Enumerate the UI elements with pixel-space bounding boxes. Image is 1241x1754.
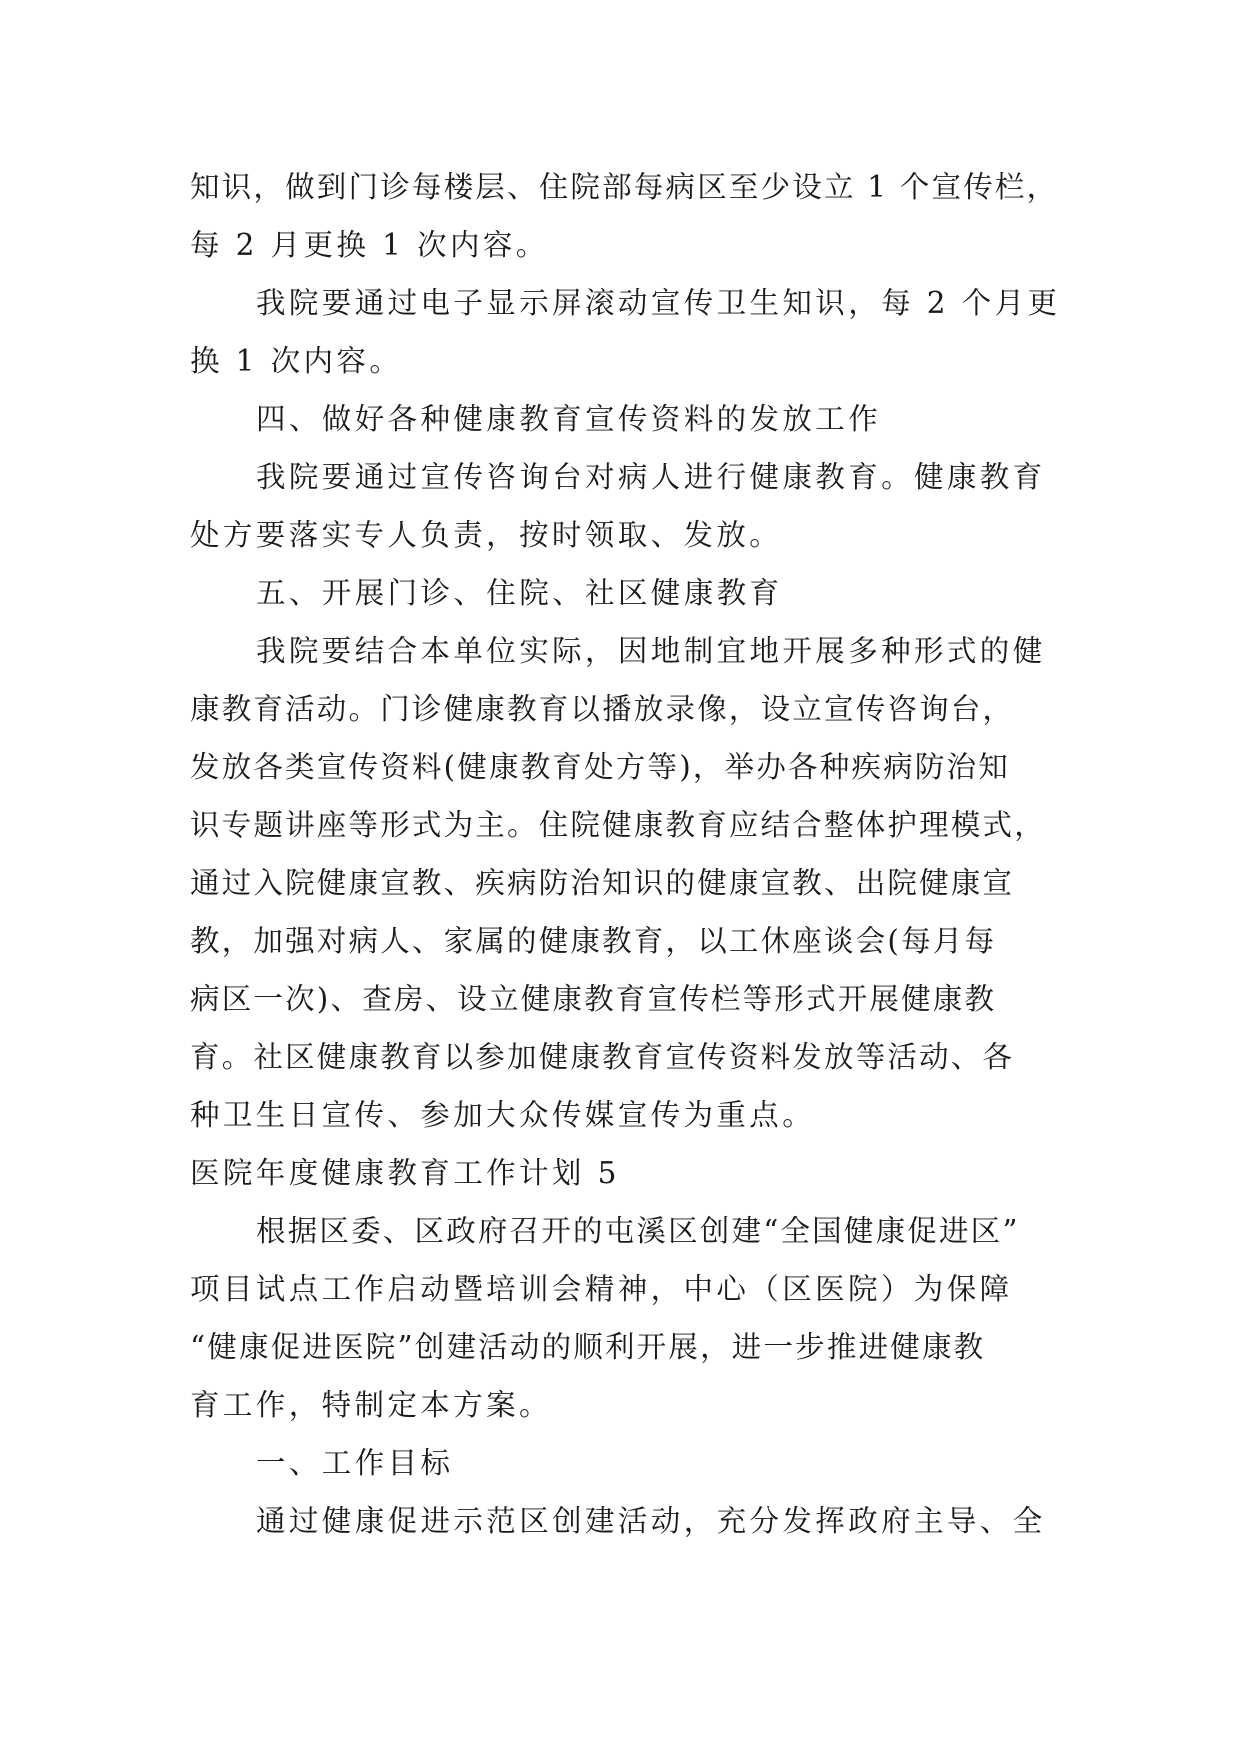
- text-line: 项目试点工作启动暨培训会精神，中心（区医院）为保障: [190, 1272, 1013, 1306]
- text-line: 处方要落实专人负责，按时领取、发放。: [190, 518, 783, 552]
- text-line: 通过健康促进示范区创建活动，充分发挥政府主导、全: [256, 1504, 1046, 1538]
- text-line: 种卫生日宣传、参加大众传媒宣传为重点。: [190, 1098, 816, 1132]
- text-line: 每 2 月更换 1 次内容。: [190, 228, 549, 262]
- text-line: 发放各类宣传资料(健康教育处方等)，举办各种疾病防治知: [190, 750, 1010, 784]
- document-title: 医院年度健康教育工作计划 5: [190, 1156, 620, 1190]
- text-line: 识专题讲座等形式为主。住院健康教育应结合整体护理模式，: [190, 808, 1046, 842]
- text-line: 根据区委、区政府召开的屯溪区创建“全国健康促进区”: [256, 1214, 1020, 1248]
- text-line: 我院要结合本单位实际，因地制宜地开展多种形式的健: [256, 634, 1046, 668]
- section-heading: 五、开展门诊、住院、社区健康教育: [256, 576, 783, 610]
- text-line: 通过入院健康宣教、疾病防治知识的健康宣教、出院健康宣: [190, 866, 1015, 900]
- text-line: 知识，做到门诊每楼层、住院部每病区至少设立 1 个宣传栏，: [190, 170, 1059, 204]
- text-line: 康教育活动。门诊健康教育以播放录像，设立宣传咨询台，: [190, 692, 1015, 726]
- section-heading: 一、工作目标: [256, 1446, 454, 1480]
- text-line: 我院要通过宣传咨询台对病人进行健康教育。健康教育: [256, 460, 1046, 494]
- text-line: 育。社区健康教育以参加健康教育宣传资料发放等活动、各: [190, 1040, 1015, 1074]
- text-line: 病区一次)、查房、设立健康教育宣传栏等形式开展健康教: [190, 982, 997, 1016]
- text-line: 我院要通过电子显示屏滚动宣传卫生知识，每 2 个月更: [256, 286, 1061, 320]
- section-heading: 四、做好各种健康教育宣传资料的发放工作: [256, 402, 882, 436]
- document-page: [190, 158, 1060, 1550]
- text-line: “健康促进医院”创建活动的顺利开展，进一步推进健康教: [190, 1330, 986, 1364]
- text-line: 换 1 次内容。: [190, 344, 403, 378]
- text-line: 育工作，特制定本方案。: [190, 1388, 552, 1422]
- text-line: 教，加强对病人、家属的健康教育，以工休座谈会(每月每: [190, 924, 997, 958]
